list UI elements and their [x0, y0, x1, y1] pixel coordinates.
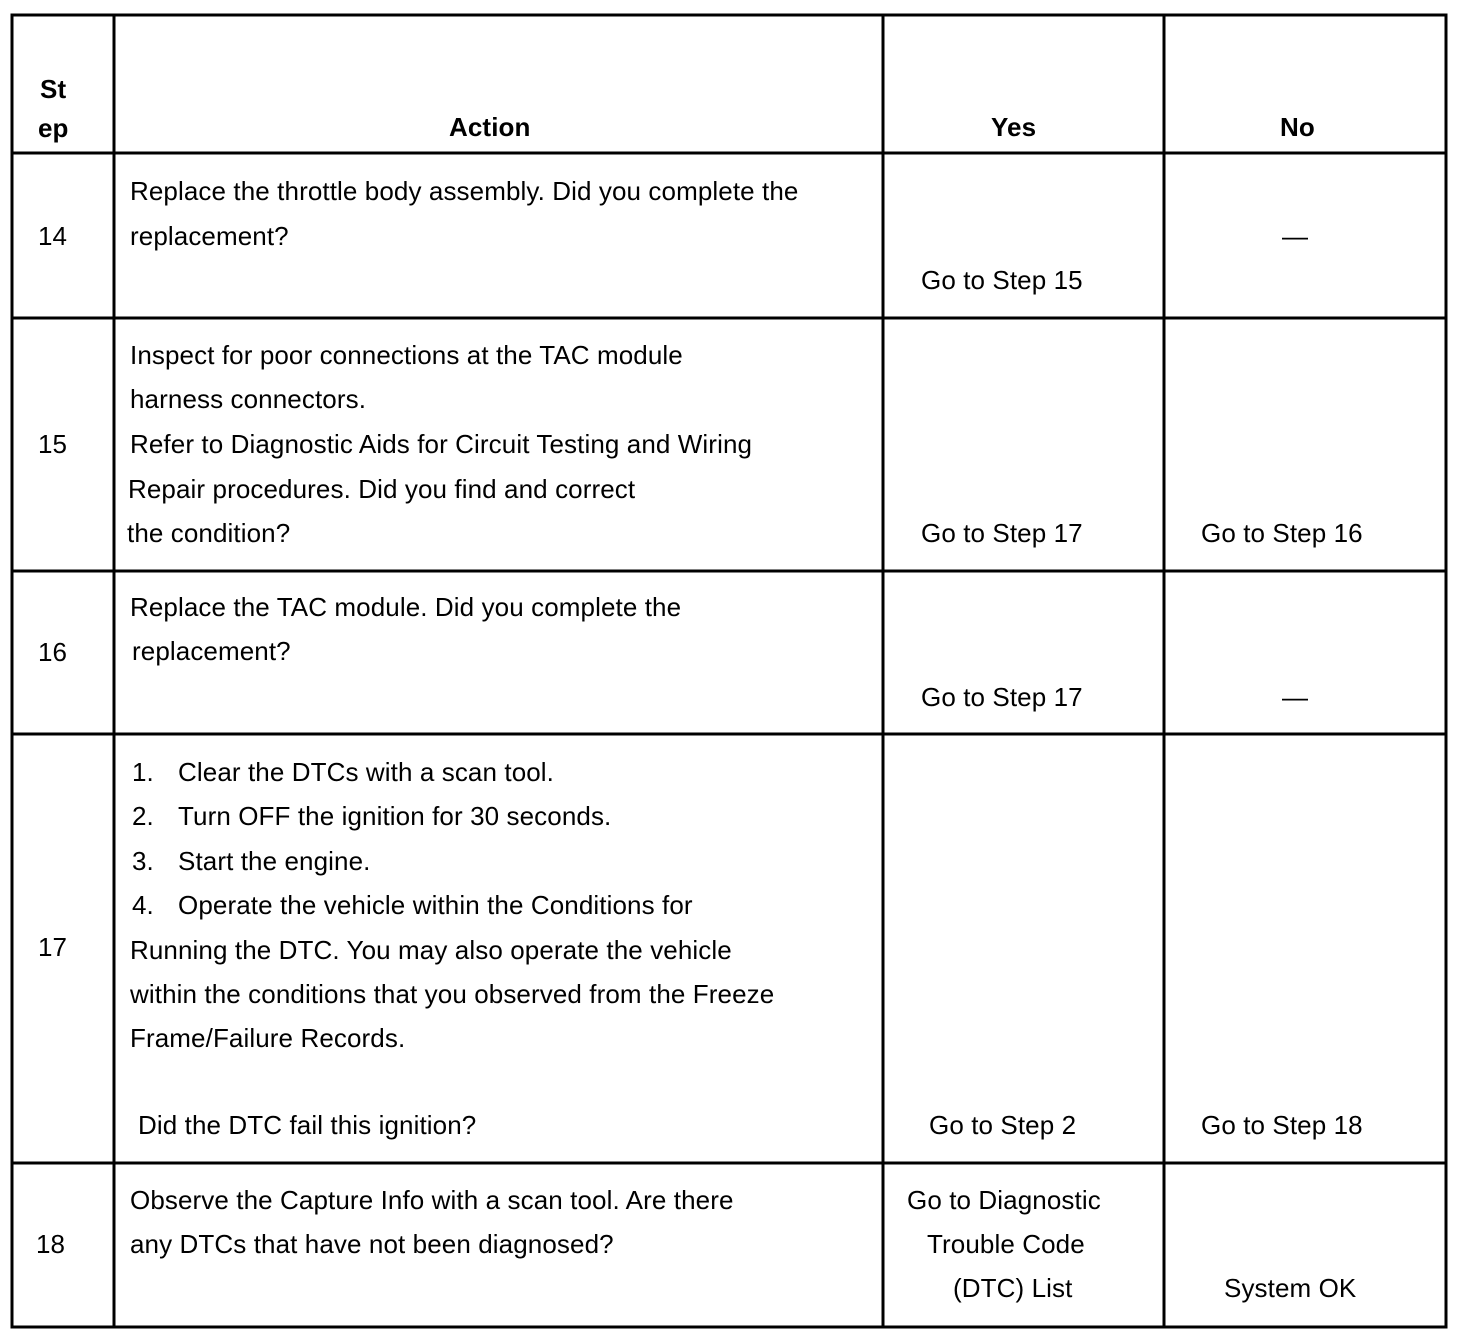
list-number: 2. [132, 801, 154, 831]
no-result: Go to Step 18 [1201, 1110, 1363, 1140]
action-text: any DTCs that have not been diagnosed? [130, 1229, 614, 1259]
step-number: 16 [38, 637, 68, 667]
list-text: Start the engine. [178, 846, 371, 876]
action-list-item [132, 801, 611, 831]
no-result: System OK [1224, 1273, 1357, 1303]
list-text: Turn OFF the ignition for 30 seconds. [178, 801, 612, 831]
yes-result: (DTC) List [953, 1273, 1073, 1303]
action-text: Observe the Capture Info with a scan tool. Are there [130, 1185, 734, 1215]
action-list-item [132, 846, 371, 876]
no-result: — [1282, 221, 1309, 251]
header-action: Action [449, 112, 531, 142]
action-text: Inspect for poor connections at the TAC module [130, 340, 683, 370]
yes-result: Go to Diagnostic [907, 1185, 1101, 1215]
list-number: 3. [132, 846, 154, 876]
header-step-line1: St [40, 74, 67, 104]
step-number: 15 [38, 429, 68, 459]
action-text: the condition? [127, 518, 291, 548]
yes-result: Go to Step 15 [921, 265, 1083, 295]
list-number: 1. [132, 757, 154, 787]
list-number: 4. [132, 890, 154, 920]
action-text: Repair procedures. Did you find and correct [128, 474, 636, 504]
action-text: within the conditions that you observed from the Freeze [130, 979, 775, 1009]
yes-result: Go to Step 17 [921, 682, 1083, 712]
action-list-item [132, 757, 554, 787]
action-text: replacement? [132, 636, 291, 666]
no-result: — [1282, 682, 1309, 712]
action-list-item [132, 890, 693, 920]
yes-result: Go to Step 17 [921, 518, 1083, 548]
yes-result: Go to Step 2 [929, 1110, 1077, 1140]
header-step-line2: ep [38, 113, 69, 143]
step-number: 17 [38, 932, 68, 962]
yes-result: Trouble Code [927, 1229, 1085, 1259]
action-text: Running the DTC. You may also operate the vehicle [130, 935, 732, 965]
no-result: Go to Step 16 [1201, 518, 1363, 548]
step-number: 18 [36, 1229, 66, 1259]
header-no: No [1280, 112, 1315, 142]
action-question: Did the DTC fail this ignition? [138, 1110, 477, 1140]
action-text: harness connectors. [130, 384, 367, 414]
step-number: 14 [38, 221, 68, 251]
list-text: Clear the DTCs with a scan tool. [178, 757, 555, 787]
action-text: Replace the TAC module. Did you complete the [130, 592, 682, 622]
action-text: replacement? [130, 221, 289, 251]
list-text: Operate the vehicle within the Conditions for [178, 890, 693, 920]
action-text: Refer to Diagnostic Aids for Circuit Testing and Wiring [130, 429, 753, 459]
action-text: Frame/Failure Records. [130, 1023, 406, 1053]
header-yes: Yes [991, 112, 1037, 142]
action-text: Replace the throttle body assembly. Did you complete the [130, 176, 799, 206]
